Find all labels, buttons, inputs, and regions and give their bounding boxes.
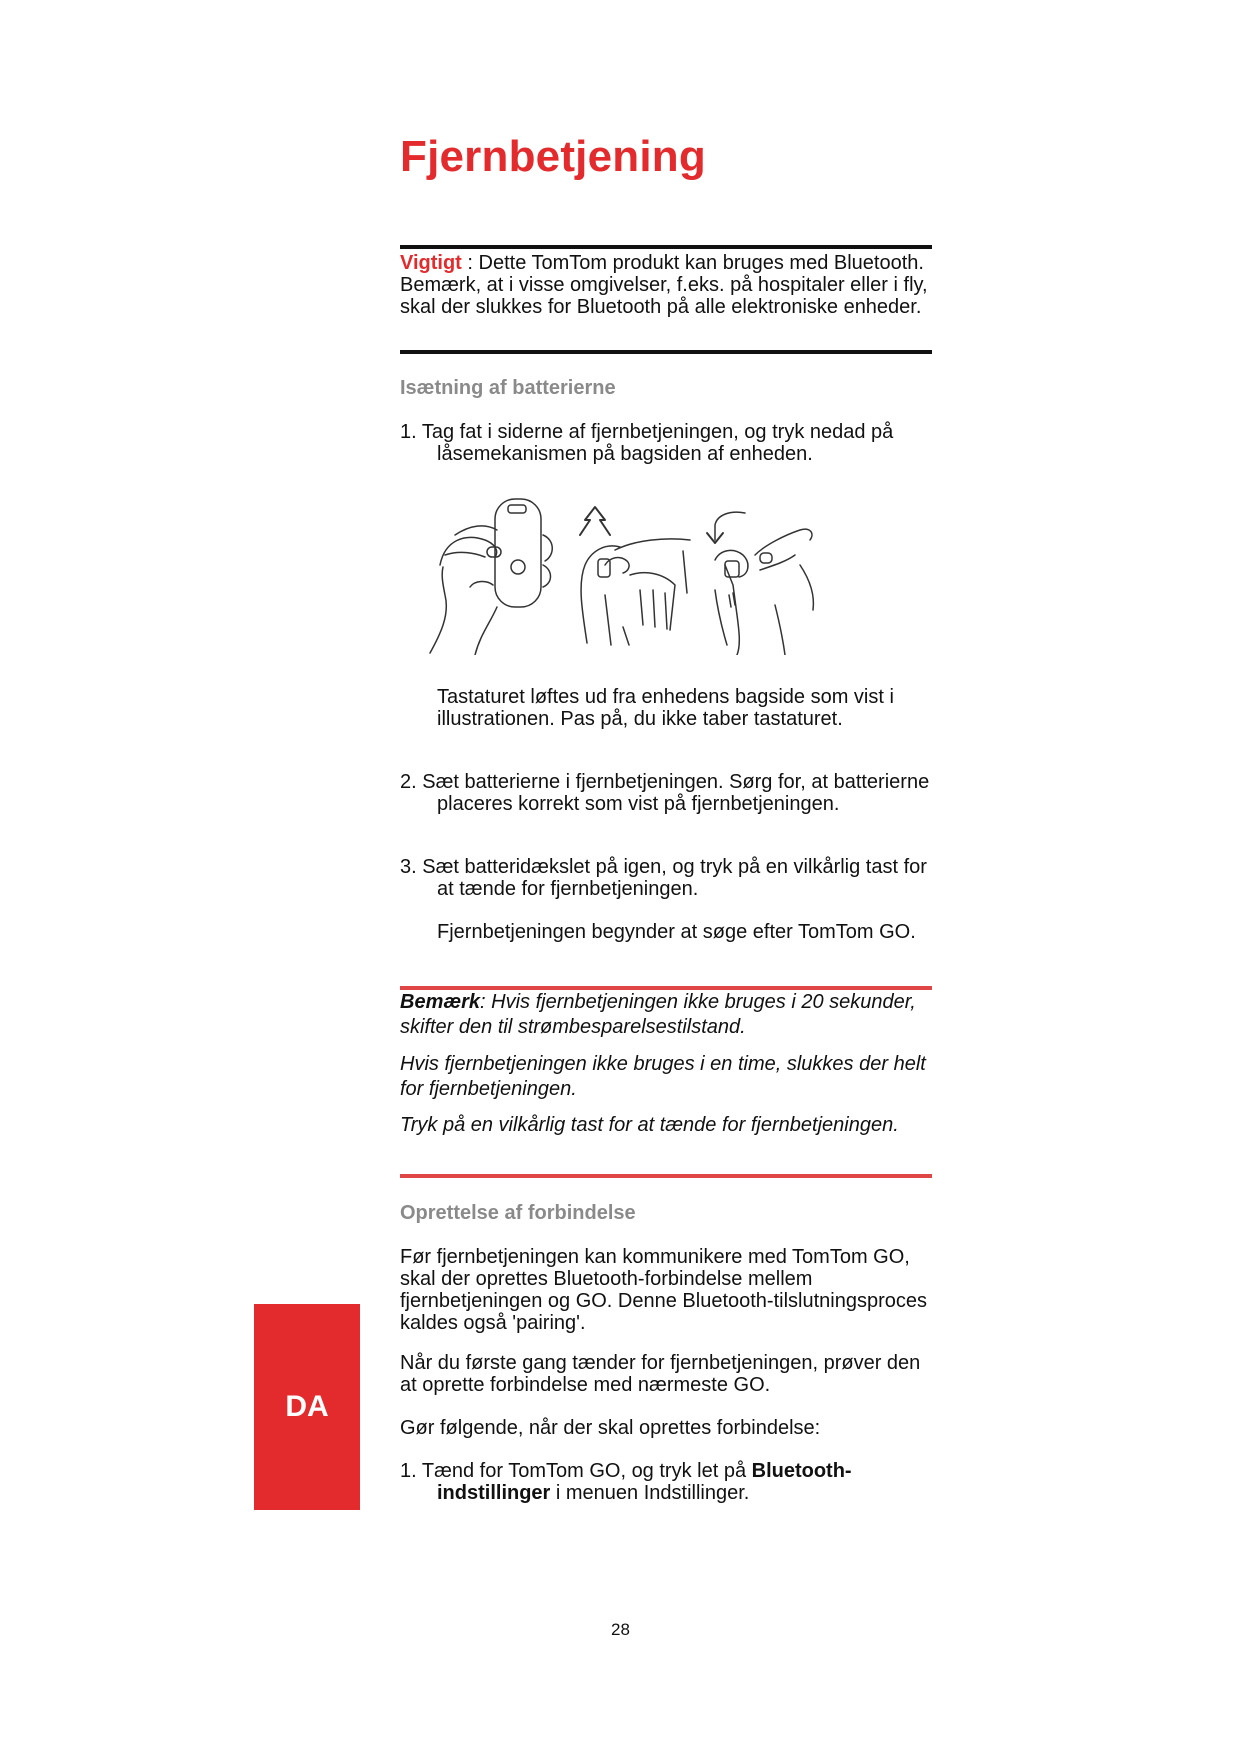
important-text: : Dette TomTom produkt kan bruges med Bluetooth. Bemærk, at i visse omgivelser, f.eks. på hospitaler eller i fly, skal der slukkes for Bluetooth på alle elektroniske enheder. (400, 252, 928, 318)
section-heading-connection: Oprettelse af forbindelse (400, 1202, 636, 1224)
connection-paragraph-3: Gør følgende, når der skal oprettes forbindelse: (400, 1417, 821, 1439)
battery-step-1: 1. Tag fat i siderne af fjernbetjeningen, og tryk nedad på låsemekanismen på bagsiden af enheden. (400, 421, 894, 465)
important-label: Vigtigt (400, 252, 462, 274)
note-paragraph-1 (400, 990, 940, 1040)
note-text-1: : Hvis fjernbetjeningen ikke bruges i 20 sekunder, skifter den til strømbesparelsestilstand. (400, 991, 916, 1038)
connection-step-1 (400, 1460, 940, 1504)
note-paragraph-2: Hvis fjernbetjeningen ikke bruges i en time, slukkes der helt for fjernbetjeningen. (400, 1053, 926, 1100)
connection-step-1-end: i menuen Indstillinger. (550, 1482, 750, 1504)
connection-step-1-text: 1. Tænd for TomTom GO, og tryk let på (400, 1460, 752, 1482)
language-tab (254, 1304, 360, 1510)
battery-illustration (415, 495, 925, 655)
note-bottom-rule (400, 1174, 932, 1178)
lift-keypad-illustration (707, 512, 813, 655)
important-bottom-rule (400, 350, 932, 354)
page-number: 28 (611, 1620, 630, 1639)
important-notice (400, 252, 940, 318)
connection-paragraph-1: Før fjernbetjeningen kan kommunikere med TomTom GO, skal der oprettes Bluetooth-forbindelse mellem fjernbetjeningen og GO. Denne Bluetooth-tilslutningsproces kaldes også 'pairing'. (400, 1246, 927, 1334)
important-top-rule (400, 245, 932, 249)
language-tab-label: DA (285, 1390, 329, 1423)
battery-step-3-followup: Fjernbetjeningen begynder at søge efter TomTom GO. (437, 921, 916, 943)
press-lock-illustration (580, 507, 690, 645)
battery-step-1-followup: Tastaturet løftes ud fra enhedens bagside som vist i illustrationen. Pas på, du ikke taber tastaturet. (437, 686, 894, 730)
connection-step-1-bold: Bluetooth-indstillinger (437, 1460, 852, 1504)
battery-step-2: 2. Sæt batterierne i fjernbetjeningen. Sørg for, at batterierne placeres korrekt som vist på fjernbetjeningen. (400, 771, 930, 815)
page-title: Fjernbetjening (400, 132, 706, 181)
section-heading-batteries: Isætning af batterierne (400, 377, 616, 399)
note-label: Bemærk (400, 991, 481, 1013)
connection-paragraph-2: Når du første gang tænder for fjernbetjeningen, prøver den at oprette forbindelse med nærmeste GO. (400, 1352, 921, 1396)
note-paragraph-3: Tryk på en vilkårlig tast for at tænde for fjernbetjeningen. (400, 1114, 899, 1136)
hand-holding-remote-illustration (430, 499, 552, 655)
battery-step-3: 3. Sæt batteridækslet på igen, og tryk på en vilkårlig tast for at tænde for fjernbetjeningen. (400, 856, 927, 900)
